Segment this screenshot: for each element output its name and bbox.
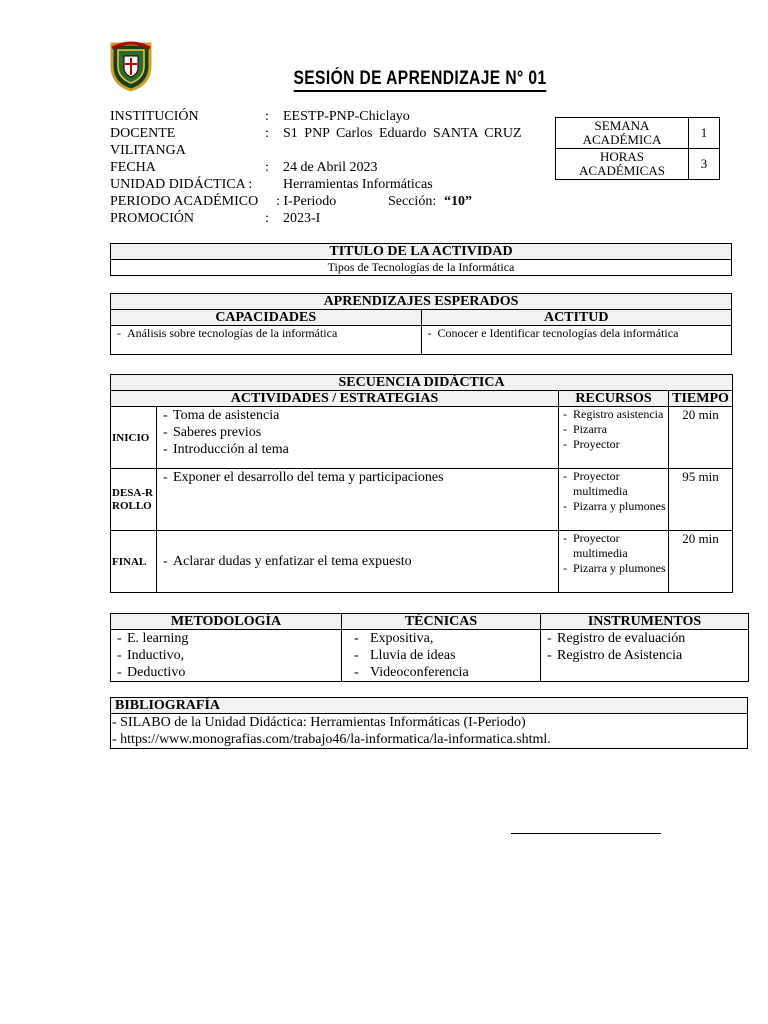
tecnicas-header: TÉCNICAS — [342, 614, 541, 630]
secuencia-header: SECUENCIA DIDÁCTICA — [111, 375, 733, 391]
tiempo-header: TIEMPO — [669, 391, 733, 407]
list-item: - Proyector multimedia — [561, 531, 666, 561]
signature-line — [511, 833, 661, 834]
info-label: FECHA — [110, 160, 156, 175]
info-value: EESTP-PNP-Chiclayo — [283, 109, 410, 124]
list-item: - Registro de Asistencia — [545, 647, 744, 664]
info-label: INSTITUCIÓN — [110, 109, 199, 124]
list-item: - Introducción al tema — [161, 441, 554, 458]
table-row — [111, 531, 733, 593]
metodologia-table — [110, 613, 749, 682]
list-item: - Aclarar dudas y enfatizar el tema expuesto — [161, 553, 554, 570]
actitud-item: - Conocer e Identificar tecnologías dela informática — [426, 326, 728, 340]
horas-value: 3 — [689, 149, 720, 180]
info-colon: : — [265, 160, 269, 175]
capacidad-cell — [111, 326, 422, 355]
capacidades-header: CAPACIDADES — [111, 310, 422, 326]
capacidad-item: - Análisis sobre tecnologías de la informática — [115, 326, 417, 340]
table-row — [111, 469, 733, 531]
desarrollo-tiempo: 95 min — [669, 469, 733, 531]
list-item: - Registro asistencia — [561, 407, 666, 422]
semana-value: 1 — [689, 118, 720, 149]
actitud-header: ACTITUD — [421, 310, 732, 326]
aprendizajes-header: APRENDIZAJES ESPERADOS — [111, 294, 732, 310]
list-item: - Toma de asistencia — [161, 407, 554, 424]
activity-title-table — [110, 243, 732, 276]
tecnicas-cell — [342, 630, 541, 682]
info-colon: : — [265, 109, 269, 124]
semana-label: SEMANA ACADÉMICA — [556, 118, 689, 149]
activity-value: Tipos de Tecnologías de la Informática — [111, 260, 732, 276]
table-row — [111, 407, 733, 469]
info-value: S1 PNP Carlos Eduardo SANTA CRUZ — [283, 126, 522, 141]
actitud-cell — [421, 326, 732, 355]
aprendizajes-table — [110, 293, 732, 355]
info-value: Herramientas Informáticas — [283, 177, 433, 192]
info-label: PROMOCIÓN — [110, 211, 195, 226]
inicio-tiempo: 20 min — [669, 407, 733, 469]
page-title: SESIÓN DE APRENDIZAJE N° 01 — [76, 68, 765, 90]
info-label: VILITANGA — [110, 143, 186, 158]
info-label: PERIODO ACADÉMICO — [110, 194, 259, 209]
info-colon: : — [265, 126, 269, 141]
list-item: - Pizarra y plumones — [561, 561, 666, 576]
bibliografia-cell — [111, 714, 748, 749]
final-tiempo: 20 min — [669, 531, 733, 593]
phase-label-final: FINAL — [111, 531, 157, 593]
bibliografia-link[interactable]: https://www.monografias.com/trabajo46/la-informatica/la-informatica.shtml. — [120, 732, 551, 747]
info-value: 24 de Abril 2023 — [283, 160, 378, 175]
list-item: - Lluvia de ideas — [352, 647, 536, 664]
inicio-activities — [157, 407, 559, 469]
list-item: - Pizarra y plumones — [561, 499, 666, 514]
metodos-cell — [111, 630, 342, 682]
list-item: - Pizarra — [561, 422, 666, 437]
final-recursos — [559, 531, 669, 593]
bibliografia-header: BIBLIOGRAFÍA — [111, 698, 748, 714]
info-label: UNIDAD DIDÁCTICA : — [110, 177, 253, 192]
metodologia-header: METODOLOGÍA — [111, 614, 342, 630]
info-label: DOCENTE — [110, 126, 176, 141]
bibliografia-text: SILABO de la Unidad Didáctica: Herramientas Informáticas (I-Periodo) — [120, 715, 526, 730]
section-label: Sección: — [388, 194, 437, 209]
info-value: : I-Periodo — [276, 194, 337, 209]
list-item: - E. learning — [115, 630, 337, 647]
recursos-header: RECURSOS — [559, 391, 669, 407]
inicio-recursos — [559, 407, 669, 469]
activity-header: TITULO DE LA ACTIVIDAD — [111, 244, 732, 260]
desarrollo-activities — [157, 469, 559, 531]
section-value: “10” — [444, 194, 472, 209]
instrumentos-cell — [541, 630, 749, 682]
list-item: - Expositiva, — [352, 630, 536, 647]
list-item: - Exponer el desarrollo del tema y participaciones — [161, 469, 554, 486]
phase-label-desarrollo: DESA-RROLLO — [111, 469, 157, 531]
list-item: - Registro de evaluación — [545, 630, 744, 647]
list-item: - Videoconferencia — [352, 664, 536, 681]
bibliografia-item: - https://www.monografias.com/trabajo46/la-informatica/la-informatica.shtml. — [112, 732, 551, 747]
desarrollo-recursos — [559, 469, 669, 531]
phase-label-inicio: INICIO — [111, 407, 157, 469]
instrumentos-header: INSTRUMENTOS — [541, 614, 749, 630]
horas-label: HORAS ACADÉMICAS — [556, 149, 689, 180]
final-activities — [157, 531, 559, 593]
bibliografia-item: - SILABO de la Unidad Didáctica: Herramientas Informáticas (I-Periodo) — [112, 715, 526, 730]
list-item: - Inductivo, — [115, 647, 337, 664]
info-value: 2023-I — [283, 211, 321, 226]
list-item: - Proyector multimedia — [561, 469, 666, 499]
info-colon: : — [265, 211, 269, 226]
secuencia-table — [110, 374, 733, 593]
list-item: - Deductivo — [115, 664, 337, 681]
list-item: - Saberes previos — [161, 424, 554, 441]
actividades-header: ACTIVIDADES / ESTRATEGIAS — [111, 391, 559, 407]
bibliografia-table — [110, 697, 748, 749]
week-hours-box — [555, 117, 720, 180]
list-item: - Proyector — [561, 437, 666, 452]
